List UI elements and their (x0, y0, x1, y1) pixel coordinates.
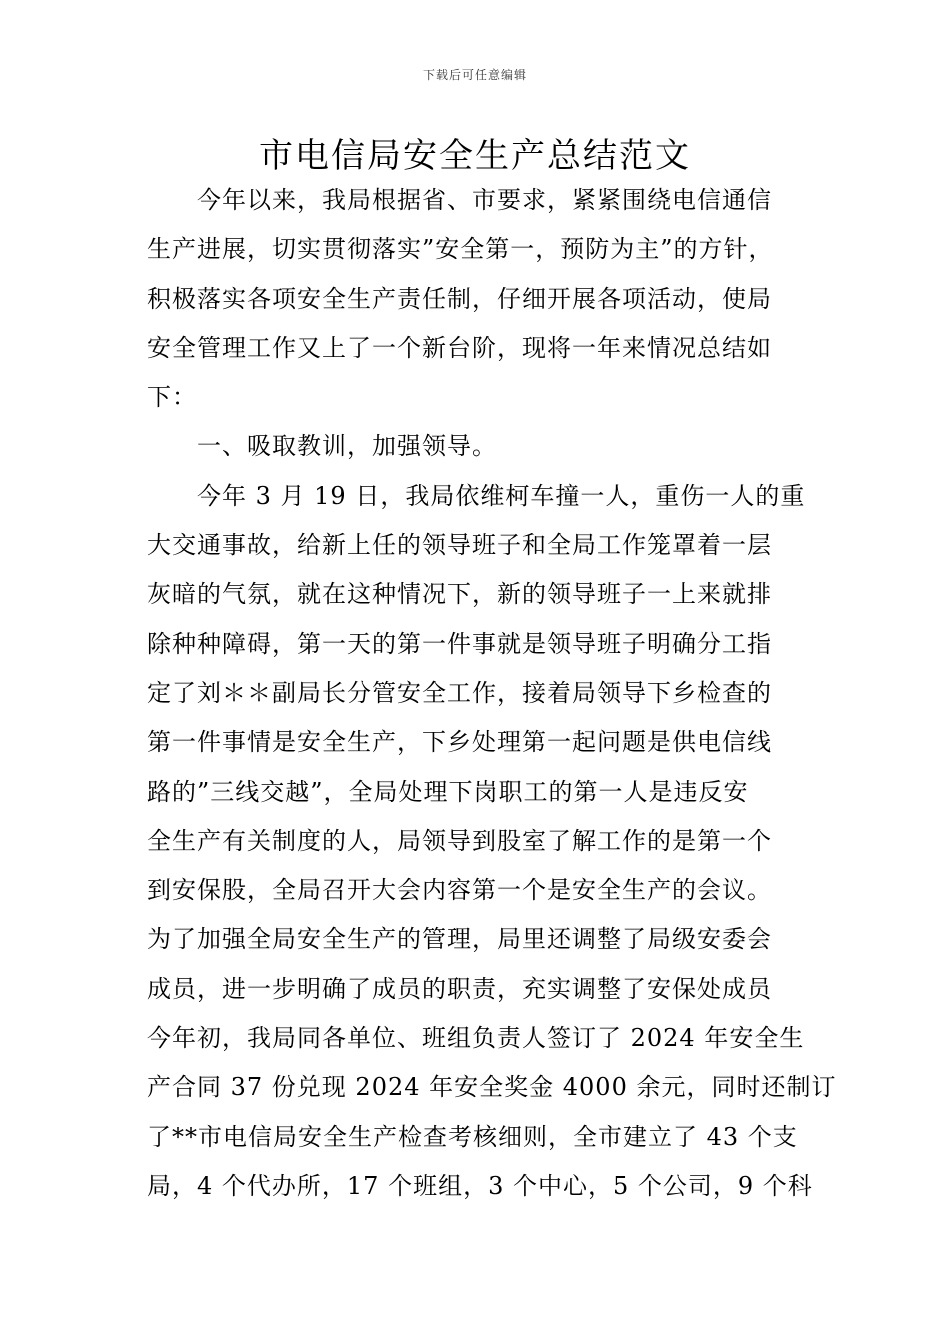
document-title: 市电信局安全生产总结范文 (259, 136, 691, 176)
text-line: 产合同 37 份兑现 2024 年安全奖金 4000 余元，同时还制订 (147, 1073, 837, 1102)
text-line: 灰暗的气氛，就在这种情况下，新的领导班子一上来就排 (147, 580, 772, 609)
header-note: 下载后可任意编辑 (422, 68, 527, 82)
text-line: 生产进展，切实贯彻落实”安全第一，预防为主”的方针， (147, 235, 774, 264)
body-text (147, 176, 837, 1211)
text-line: 下： (147, 383, 197, 412)
text-line: 除种种障碍，第一天的第一件事就是领导班子明确分工指 (147, 629, 772, 658)
text-line: 了**市电信局安全生产检查考核细则，全市建立了 43 个支 (147, 1122, 798, 1151)
text-line: 局，4 个代办所，17 个班组，3 个中心，5 个公司，9 个科 (147, 1171, 813, 1200)
text-line: 成员，进一步明确了成员的职责，充实调整了安保处成员 (147, 974, 772, 1003)
text-line: 今年初，我局同各单位、班组负责人签订了 2024 年安全生 (147, 1024, 805, 1053)
text-line: 安全管理工作又上了一个新台阶，现将一年来情况总结如 (147, 333, 772, 362)
text-line: 今年 3 月 19 日，我局依维柯车撞一人，重伤一人的重 (197, 481, 806, 510)
text-line: 为了加强全局安全生产的管理，局里还调整了局级安委会 (147, 925, 772, 954)
text-line: 积极落实各项安全生产责任制，仔细开展各项活动，使局 (147, 284, 772, 313)
text-line: 大交通事故，给新上任的领导班子和全局工作笼罩着一层 (147, 531, 772, 560)
text-line: 路的”三线交越”，全局处理下岗职工的第一人是违反安 (147, 777, 749, 806)
text-line: 全生产有关制度的人，局领导到股室了解工作的是第一个 (147, 826, 772, 855)
text-line: 第一件事情是安全生产，下乡处理第一起问题是供电信线 (147, 728, 772, 757)
text-line: 到安保股，全局召开大会内容第一个是安全生产的会议。 (147, 876, 772, 905)
text-line: 定了刘＊＊副局长分管安全工作，接着局领导下乡检查的 (147, 678, 772, 707)
text-line: 一、吸取教训，加强领导。 (197, 432, 497, 461)
text-line: 今年以来，我局根据省、市要求，紧紧围绕电信通信 (197, 186, 772, 214)
